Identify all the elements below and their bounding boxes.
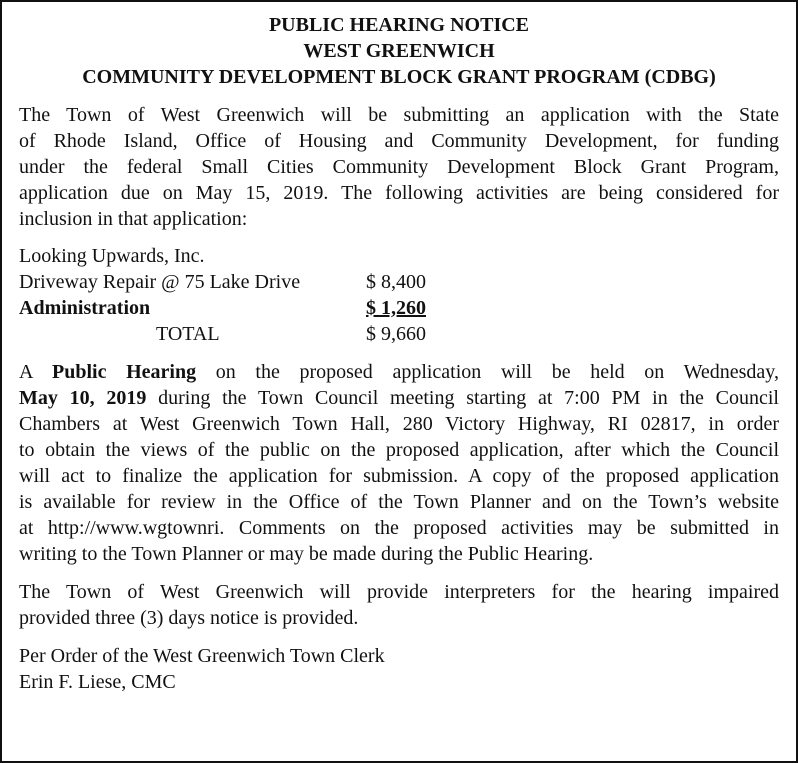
budget-row bbox=[19, 295, 779, 321]
signature-line-1: Per Order of the West Greenwich Town Clerk bbox=[19, 645, 385, 667]
hearing-line: at http://www.wgtownri. Comments on the proposed activities may be submitted in bbox=[19, 517, 779, 539]
hearing-line bbox=[19, 359, 779, 385]
intro-line: of Rhode Island, Office of Housing and Community Development, for funding bbox=[19, 130, 779, 152]
budget-applicant-row bbox=[19, 243, 779, 269]
hearing-date: May 10, 2019 bbox=[19, 387, 147, 409]
intro-paragraph bbox=[19, 102, 779, 232]
hearing-line: to obtain the views of the public on the proposed application, after which the Council bbox=[19, 439, 779, 461]
heading-line-3: COMMUNITY DEVELOPMENT BLOCK GRANT PROGRAM (CDBG) bbox=[82, 66, 716, 88]
interpreters-line: provided three (3) days notice is provided. bbox=[19, 607, 359, 629]
interpreters-line: The Town of West Greenwich will provide interpreters for the hearing impaired bbox=[19, 581, 779, 603]
total-amount: $ 9,660 bbox=[366, 323, 426, 345]
intro-line: under the federal Small Cities Community Development Block Grant Program, bbox=[19, 156, 779, 178]
hearing-line: Chambers at West Greenwich Town Hall, 280 Victory Highway, RI 02817, in order bbox=[19, 413, 779, 435]
budget-row bbox=[19, 269, 779, 295]
hearing-line: is available for review in the Office of the Town Planner and on the Town’s website bbox=[19, 491, 779, 513]
total-label: TOTAL bbox=[156, 323, 220, 345]
hearing-bold: Public Hearing bbox=[52, 361, 197, 383]
budget-item-amount: $ 8,400 bbox=[366, 271, 426, 293]
signature-block bbox=[19, 643, 779, 695]
hearing-line bbox=[19, 385, 779, 411]
signature-line-2: Erin F. Liese, CMC bbox=[19, 671, 176, 693]
hearing-line: will act to finalize the application for submission. A copy of the proposed application bbox=[19, 465, 779, 487]
budget-item-label: Driveway Repair @ 75 Lake Drive bbox=[19, 271, 301, 293]
budget-table bbox=[19, 243, 779, 347]
budget-item-amount: $ 1,260 bbox=[366, 297, 426, 319]
applicant-name: Looking Upwards, Inc. bbox=[19, 245, 205, 267]
hearing-text: on the proposed application will be held on Wednesday, bbox=[196, 361, 779, 383]
intro-line: The Town of West Greenwich will be submitting an application with the State bbox=[19, 104, 779, 126]
interpreters-paragraph bbox=[19, 579, 779, 631]
heading-line-1: PUBLIC HEARING NOTICE bbox=[268, 14, 530, 36]
hearing-text: during the Town Council meeting starting at 7:00 PM in the Council bbox=[146, 387, 779, 409]
hearing-paragraph bbox=[19, 359, 779, 567]
budget-item-label: Administration bbox=[19, 297, 151, 319]
heading-line-2: WEST GREENWICH bbox=[303, 40, 495, 62]
budget-total-row bbox=[19, 321, 779, 347]
notice-heading bbox=[19, 12, 779, 90]
intro-line: application due on May 15, 2019. The following activities are being considered for bbox=[19, 182, 779, 204]
intro-line: inclusion in that application: bbox=[19, 208, 248, 230]
hearing-line: writing to the Town Planner or may be made during the Public Hearing. bbox=[19, 543, 594, 565]
hearing-text: A bbox=[19, 361, 52, 383]
